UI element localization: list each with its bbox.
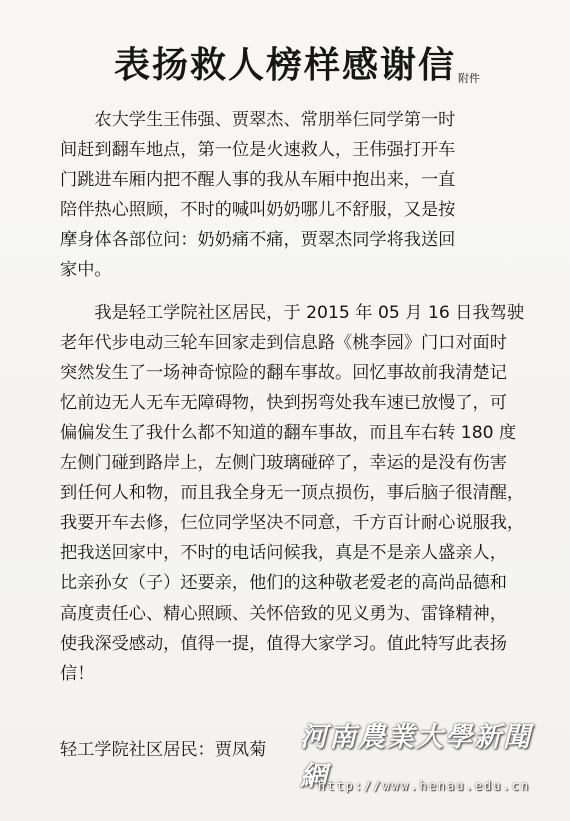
- body-line: 偏偏发生了我什么都不知道的翻车事故，而且车右转 180 度: [60, 422, 517, 443]
- body-line: 突然发生了一场神奇惊险的翻车事故。回忆事故前我清楚记: [60, 362, 507, 383]
- body-line: 忆前边无人无车无障碍物，快到拐弯处我车速已放慢了，可: [60, 392, 507, 413]
- body-line: 使我深受感动，值得一提，值得大家学习。值此特写此表扬: [60, 633, 507, 654]
- body-line: 农大学生王伟强、贾翠杰、常朋举仨同学第一时: [94, 110, 456, 130]
- paragraph-2: [60, 298, 530, 689]
- body-line: 老年代步电动三轮车回家走到信息路《桃李园》门口对面时: [60, 332, 507, 353]
- body-line: 左侧门碰到路岸上，左侧门玻璃碰碎了，幸运的是没有伤害: [60, 453, 507, 474]
- body-line: 陪伴热心照顾，不时的喊叫奶奶哪儿不舒服，又是按: [60, 200, 456, 221]
- paragraph-1: [60, 105, 530, 286]
- watermark-url: http://www.henau.edu.cn: [318, 779, 531, 793]
- body-line: 家中。: [60, 260, 112, 281]
- body-line: 门跳进车厢内把不醒人事的我从车厢中抱出来，一直: [60, 170, 456, 191]
- letter-body: [60, 105, 530, 689]
- body-line: 把我送回家中，不时的电话问候我，真是不是亲人盛亲人，: [60, 543, 507, 564]
- body-line: 间赶到翻车地点，第一位是火速救人，王伟强打开车: [60, 140, 456, 161]
- body-line: 信！: [60, 663, 95, 684]
- body-line: 到任何人和物，而且我全身无一顶点损伤，事后脑子很清醒，: [60, 483, 525, 504]
- body-line: 高度责任心、精心照顾、关怀倍致的见义勇为、雷锋精神，: [60, 603, 507, 624]
- body-line: 我是轻工学院社区居民，于 2015 年 05 月 16 日我驾驶: [94, 302, 525, 323]
- body-line: 摩身体各部位问：奶奶痛不痛，贾翠杰同学将我送回: [60, 230, 456, 251]
- watermark-text: 河南農業大學新聞網: [300, 722, 532, 792]
- body-line: 比亲孙女（子）还要亲，他们的这种敬老爱老的高尚品德和: [60, 573, 507, 594]
- body-line: 我要开车去修，仨位同学坚决不同意，千方百计耐心说服我，: [60, 513, 525, 534]
- attachment-label: 附件: [458, 72, 480, 85]
- signature: 轻工学院社区居民：贾凤菊: [60, 740, 267, 760]
- letter-title: 表扬救人榜样感谢信: [113, 45, 456, 86]
